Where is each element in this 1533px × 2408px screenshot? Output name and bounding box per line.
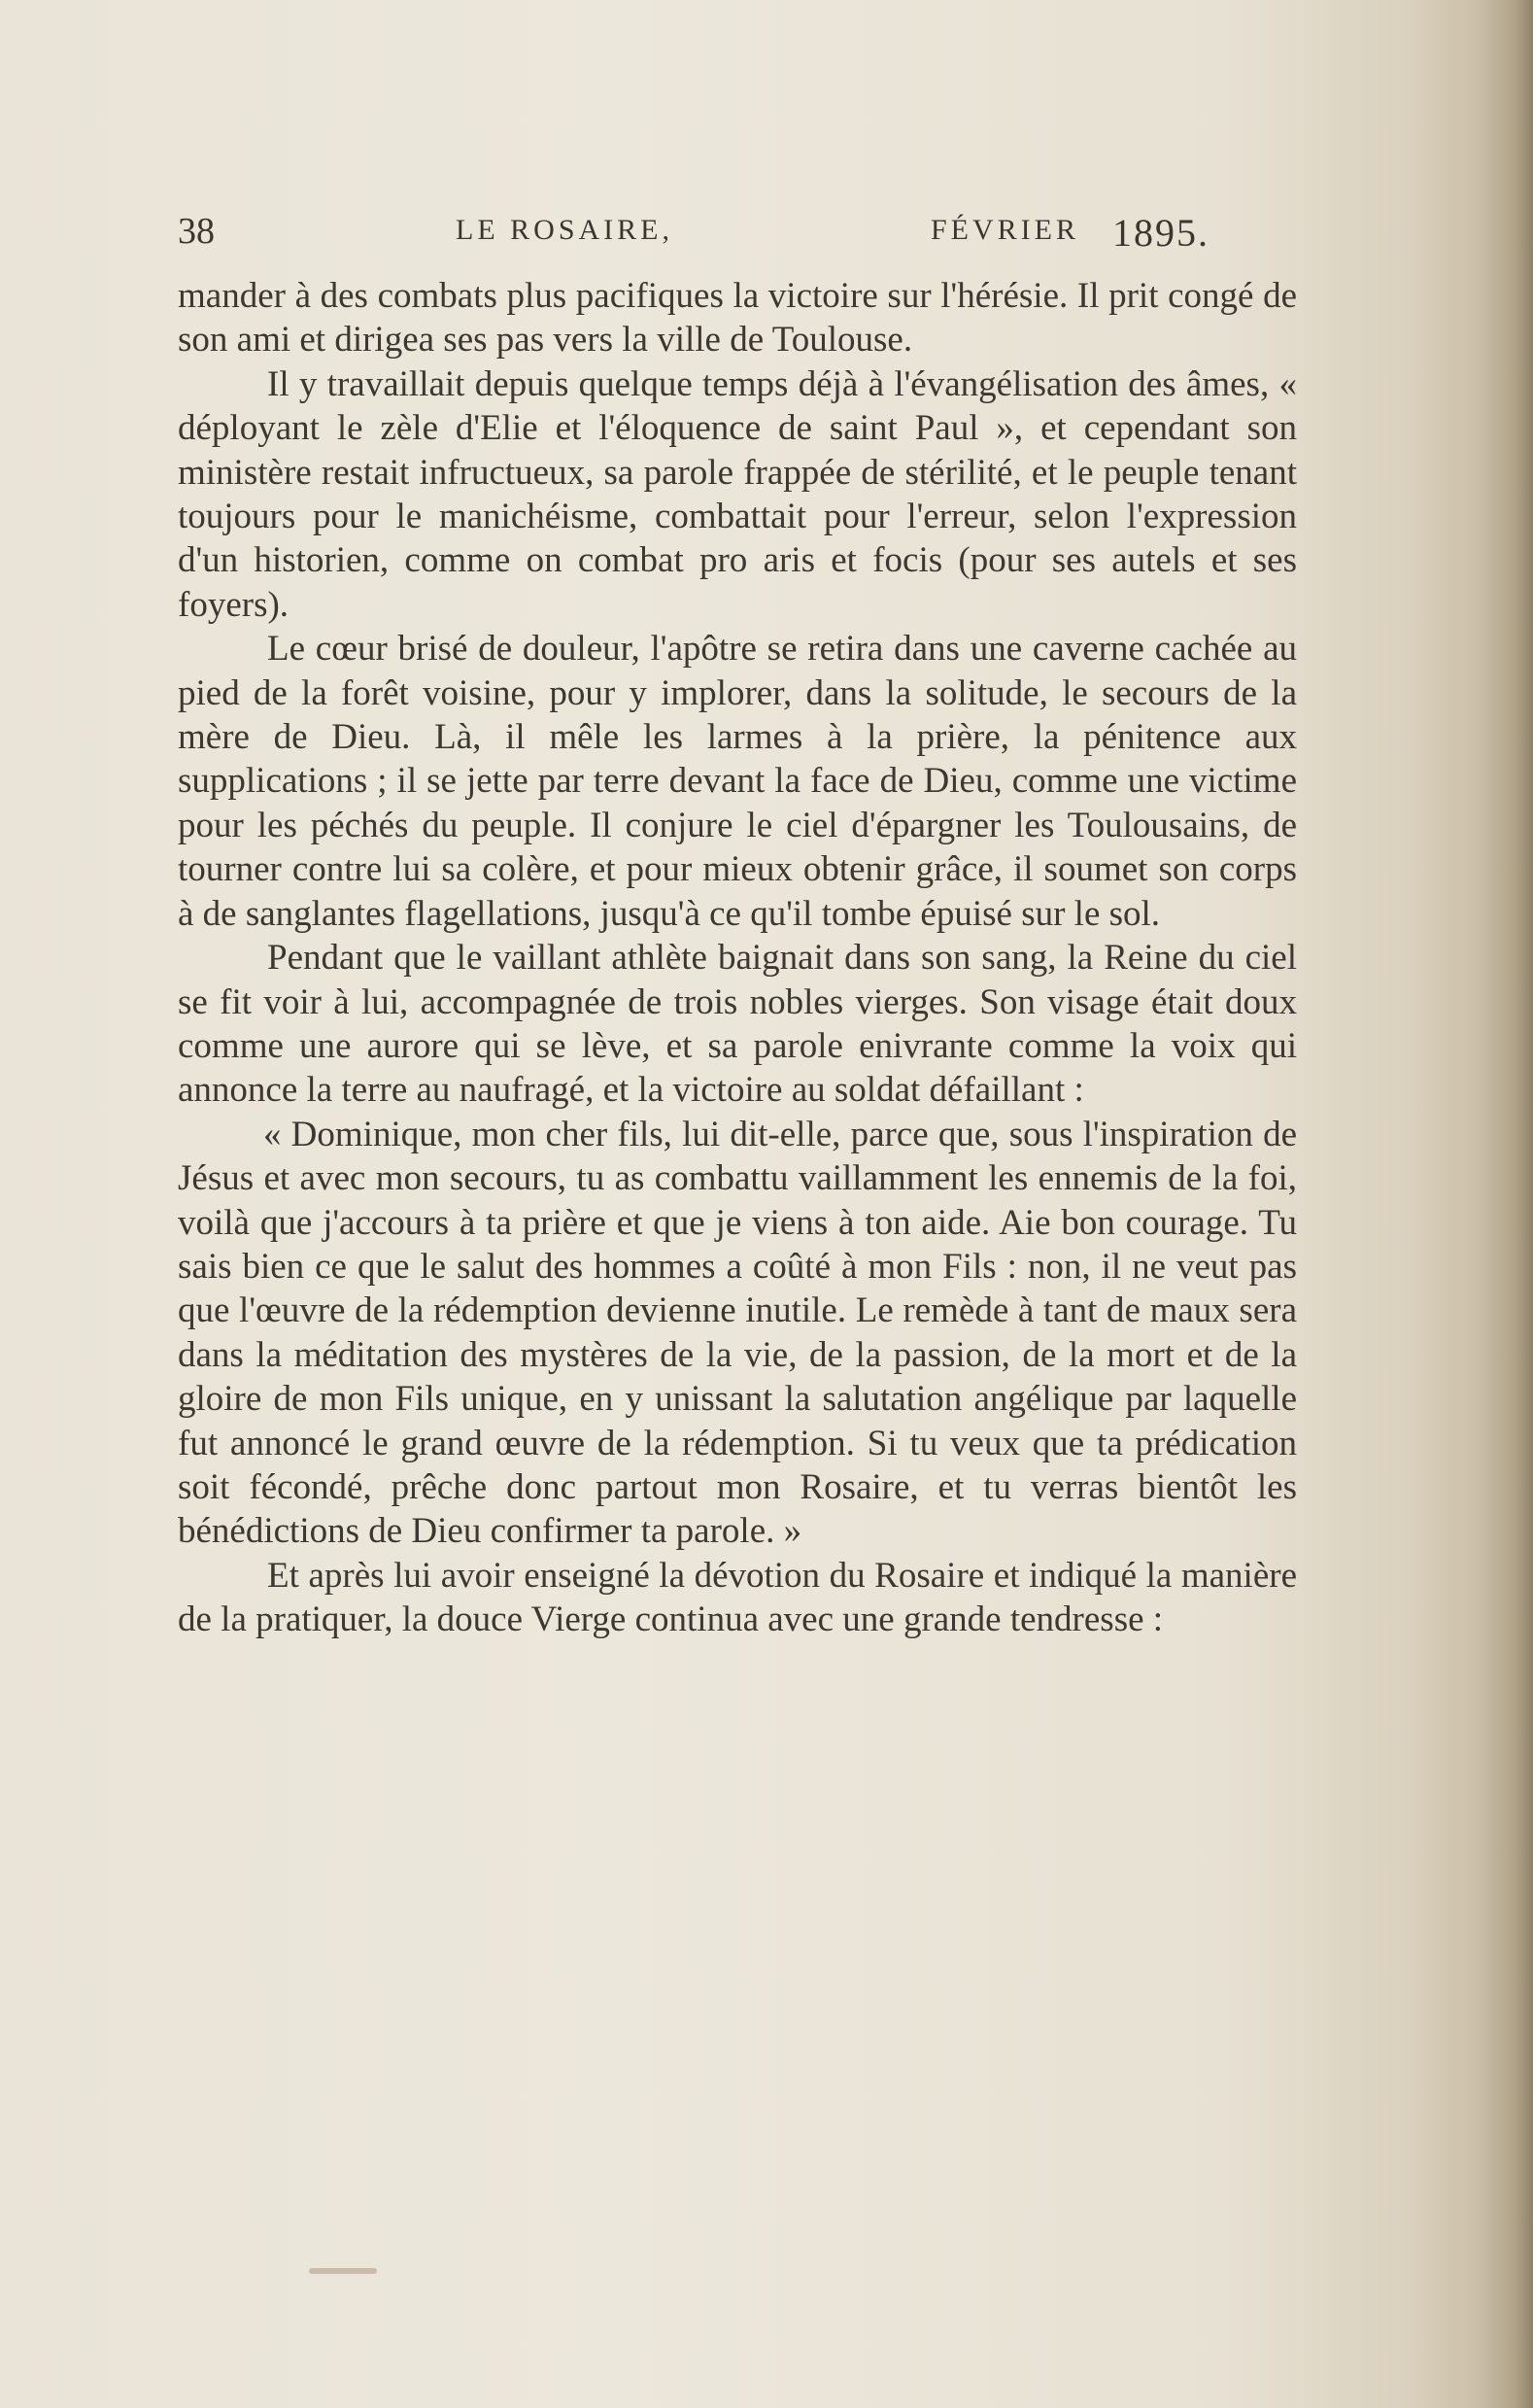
journal-title: LE ROSAIRE, (456, 214, 673, 246)
paragraph-2: Il y travaillait depuis quelque temps déjà à l'évangélisation des âmes, « déployant le zèle d'Elie et l'éloquence de saint Paul », et cependant son ministère restait infructueux, sa parole frappée de stérilité, et le peuple tenant toujours pour le manichéisme, combattait pour l'erreur, selon l'expression d'un historien, comme on combat pro aris et focis (pour ses autels et ses foyers). (178, 363, 1297, 625)
issue-year: 1895. (1112, 211, 1209, 255)
ink-smudge (309, 2268, 377, 2274)
issue-month: FÉVRIER (931, 214, 1080, 246)
paragraph-6: Et après lui avoir enseigné la dévotion du Rosaire et indiqué la manière de la pratiquer, la douce Vierge continua avec une grande tendresse : (178, 1555, 1297, 1640)
page-number: 38 (178, 211, 215, 252)
paragraph-3: Le cœur brisé de douleur, l'apôtre se retira dans une caverne cachée au pied de la forêt voisine, pour y implorer, dans la solitude, le secours de la mère de Dieu. Là, il mêle les larmes à la prière, la pénitence aux supplications ; il se jette par terre devant la face de Dieu, comme une victime pour les péchés du peuple. Il conjure le ciel d'épargner les Toulousains, de tourner contre lui sa colère, et pour mieux obtenir grâce, il soumet son corps à de sanglantes flagellations, jusqu'à ce qu'il tombe épuisé sur le sol. (178, 629, 1297, 934)
paragraph-1: mander à des combats plus pacifiques la victoire sur l'hérésie. Il prit congé de son ami et dirigea ses pas vers la ville de Toulouse. (178, 276, 1297, 361)
paragraph-5: « Dominique, mon cher fils, lui dit-elle, parce que, sous l'inspiration de Jésus et avec mon secours, tu as combattu vaillamment les ennemis de la foi, voilà que j'accours à ta prière et que je viens à ton aide. Aie bon courage. Tu sais bien ce que le salut des hommes a coûté à mon Fils : non, il ne veut pas que l'œuvre de la rédemption devienne inutile. Le remède à tant de maux sera dans la méditation des mystères de la vie, de la passion, de la mort et de la gloire de mon Fils unique, en y unissant la salutation angélique par laquelle fut annoncé le grand œuvre de la rédemption. Si tu veux que ta prédication soit fécondé, prêche donc partout mon Rosaire, et tu verras bientôt les bénédictions de Dieu confirmer ta parole. » (178, 1114, 1297, 1552)
paragraph-4: Pendant que le vaillant athlète baignait dans son sang, la Reine du ciel se fit voir à lui, accompagnée de trois nobles vierges. Son visage était doux comme une aurore qui se lève, et sa parole enivrante comme la voix qui annonce la terre au naufragé, et la victoire au soldat défaillant : (178, 938, 1297, 1111)
body-text (178, 274, 1297, 1642)
running-head (178, 202, 1295, 260)
